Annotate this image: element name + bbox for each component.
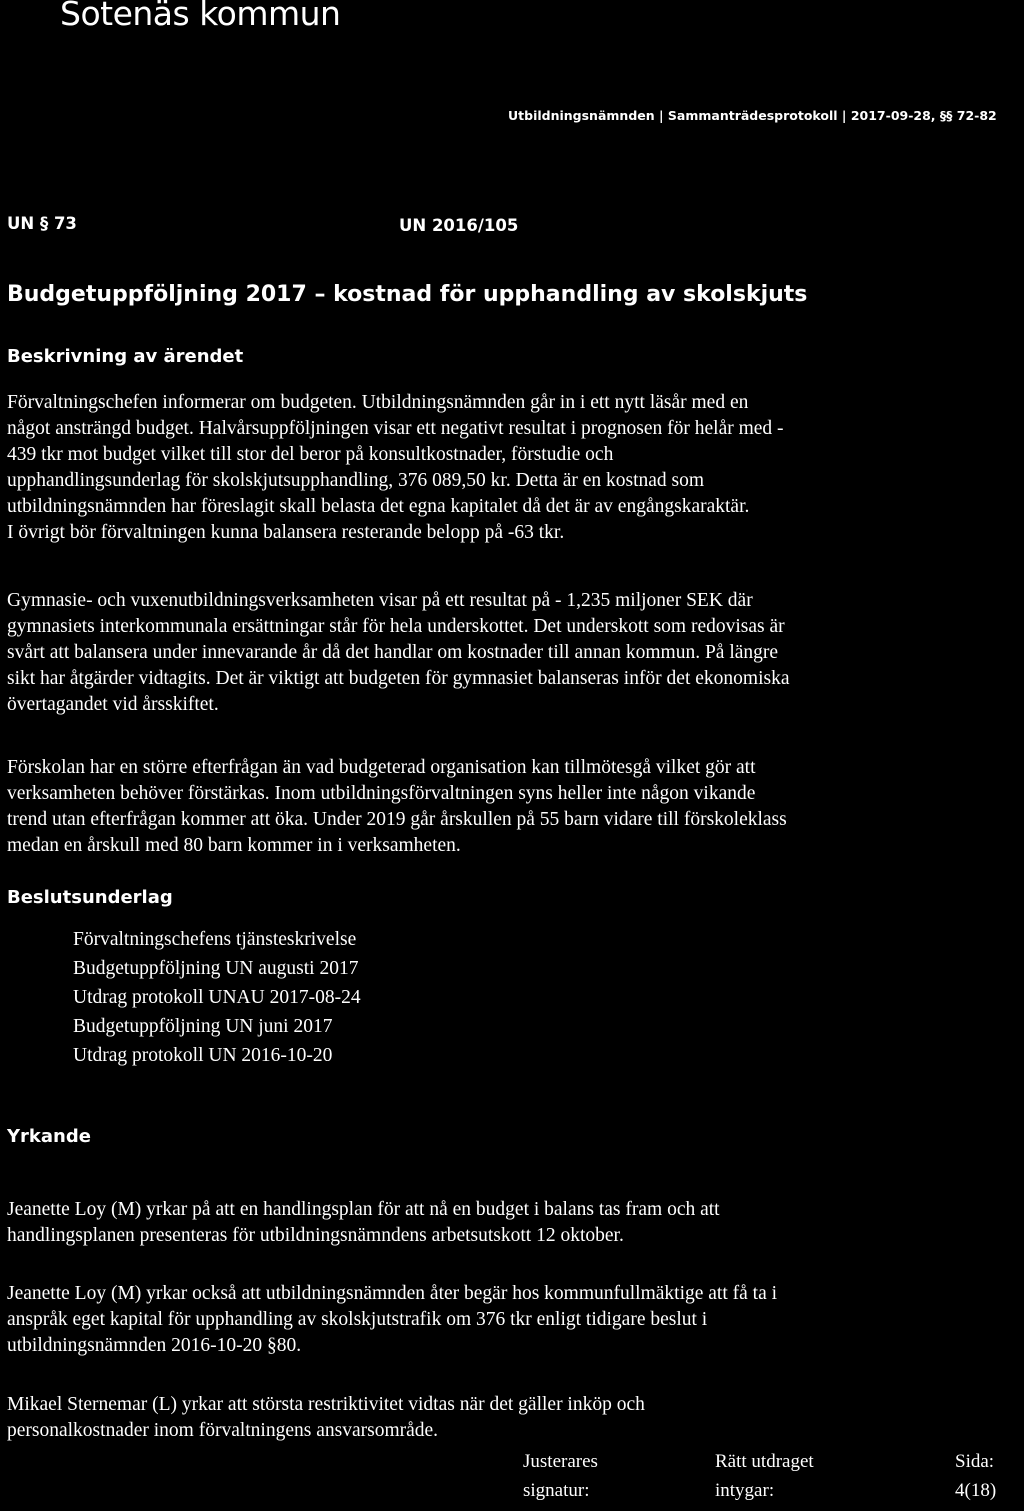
motion-paragraph-1 [7,1197,720,1249]
footer-label: Sida: [955,1451,995,1472]
basis-heading: Beslutsunderlag [7,887,173,908]
case-number: UN 2016/105 [399,216,519,235]
text-line: verksamheten behöver förstärkas. Inom utbildningsförvaltningen syns heller inte någon vikande [7,783,756,804]
list-item: Förvaltningschefens tjänsteskrivelse [73,929,357,950]
text-line: övertagandet vid årsskiftet. [7,694,219,715]
motion-paragraph-3 [7,1392,645,1444]
organization-name: Sotenäs kommun [60,0,341,33]
footer-label: 4(18) [955,1480,997,1501]
footer-label: intygar: [715,1480,775,1501]
paragraph-number: UN § 73 [7,214,77,233]
footer-label: Rätt utdraget [715,1451,814,1472]
text-line: utbildningsnämnden 2016-10-20 §80. [7,1335,302,1356]
text-line: personalkostnader inom förvaltningens ansvarsområde. [7,1420,439,1441]
list-item: Utdrag protokoll UN 2016-10-20 [73,1045,333,1066]
justerares-signature [523,1447,598,1505]
footer-label: signatur: [523,1480,590,1501]
protocol-meta-line: Utbildningsnämnden | Sammanträdesprotokoll | 2017-09-28, §§ 72-82 [508,108,997,123]
motion-paragraph-2 [7,1281,777,1359]
text-line: Gymnasie- och vuxenutbildningsverksamheten visar på ett resultat på - 1,235 miljoner SEK där [7,590,753,611]
motions-heading: Yrkande [7,1126,91,1147]
text-line: 439 tkr mot budget vilket till stor del beror på konsultkostnader, förstudie och [7,444,614,465]
text-line: I övrigt bör förvaltningen kunna balansera resterande belopp på -63 tkr. [7,522,565,543]
text-line: något ansträngd budget. Halvårsuppföljningen visar ett negativt resultat i prognosen för helår med - [7,418,784,439]
text-line: sikt har åtgärder vidtagits. Det är viktigt att budgeten för gymnasiet balanseras inför det ekonomiska [7,668,790,689]
text-line: Jeanette Loy (M) yrkar på att en handlingsplan för att nå en budget i balans tas fram och att [7,1199,720,1220]
text-line: medan en årskull med 80 barn kommer in i verksamheten. [7,835,461,856]
footer-label: Justerares [523,1451,598,1472]
text-line: upphandlingsunderlag för skolskjutsupphandling, 376 089,50 kr. Detta är en kostnad som [7,470,705,491]
list-item: Budgetuppföljning UN augusti 2017 [73,958,359,979]
item-title: Budgetuppföljning 2017 – kostnad för upphandling av skolskjuts [7,282,808,307]
description-paragraph-3 [7,755,787,859]
text-line: svårt att balansera under innevarande år då det handlar om kostnader till annan kommun. På längre [7,642,779,663]
description-heading: Beskrivning av ärendet [7,346,244,367]
text-line: anspråk eget kapital för upphandling av skolskjutstrafik om 376 tkr enligt tidigare beslut i [7,1309,708,1330]
text-line: gymnasiets interkommunala ersättningar står för hela underskottet. Det underskott som redovisas är [7,616,785,637]
text-line: Förskolan har en större efterfrågan än vad budgeterad organisation kan tillmötesgå vilket gör att [7,757,756,778]
text-line: trend utan efterfrågan kommer att öka. Under 2019 går årskullen på 55 barn vidare till förskoleklass [7,809,787,830]
list-item: Budgetuppföljning UN juni 2017 [73,1016,333,1037]
text-line: Jeanette Loy (M) yrkar också att utbildningsnämnden åter begär hos kommunfullmäktige att få ta i [7,1283,778,1304]
text-line: Förvaltningschefen informerar om budgeten. Utbildningsnämnden går in i ett nytt läsår med en [7,392,749,413]
page-number [955,1447,996,1505]
basis-list [73,925,361,1070]
text-line: Mikael Sternemar (L) yrkar att största restriktivitet vidtas när det gäller inköp och [7,1394,645,1415]
text-line: handlingsplanen presenteras för utbildningsnämndens arbetsutskott 12 oktober. [7,1225,624,1246]
description-paragraph-2 [7,588,790,718]
description-paragraph-1 [7,390,784,546]
ratt-utdraget-attestation [715,1447,814,1505]
list-item: Utdrag protokoll UNAU 2017-08-24 [73,987,361,1008]
text-line: utbildningsnämnden har föreslagit skall belasta det egna kapitalet då det är av engångskaraktär. [7,496,750,517]
